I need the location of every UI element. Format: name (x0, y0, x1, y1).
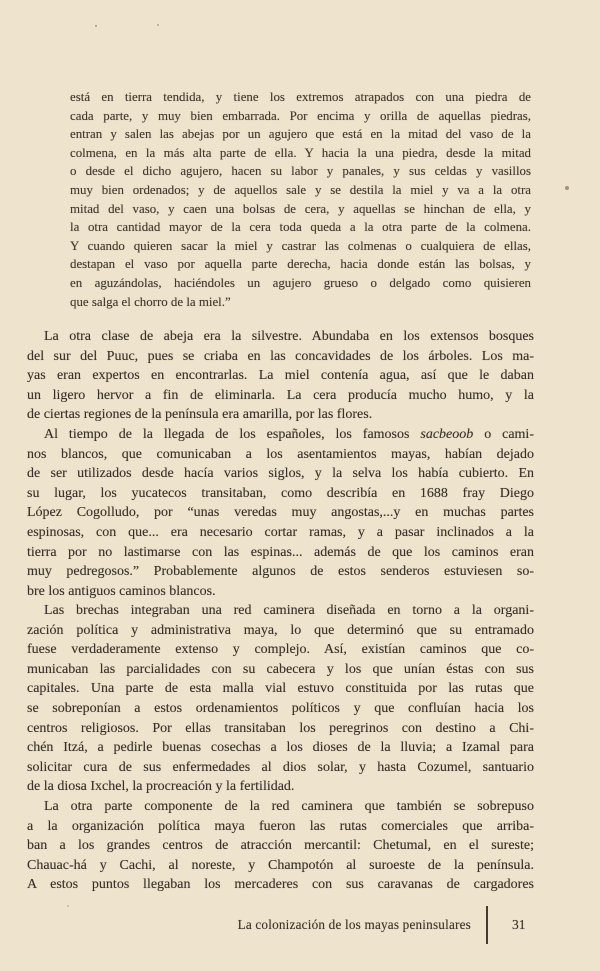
text-line: fuese verdaderamente extenso y complejo. Así, existían caminos que co- (27, 642, 534, 658)
running-title: La colonización de los mayas peninsulares (237, 917, 471, 932)
text-line: Las brechas integraban una red caminera diseñada en torno a la organi- (44, 603, 534, 618)
quoted-passage (70, 88, 531, 311)
text-line: espinosas, con que... era necesario cortar ramas, y a pasar inclinados a la (27, 524, 534, 540)
text-line: a la organización política maya fueron las rutas comerciales que arriba- (27, 818, 534, 834)
text-line: de la diosa Ixchel, la procreación y la fertilidad. (27, 779, 295, 795)
text-line: La otra parte componente de la red caminera que también se sobrepuso (44, 799, 534, 814)
text-line: municaban las parcialidades con su cabecera y los que unían éstas con sus (27, 661, 534, 677)
text-line: capitales. Una parte de esta malla vial estuvo constituida por las rutas que (27, 681, 534, 697)
text-line: Al tiempo de la llegada de los españoles, los famosos sacbeoob o cami- (44, 427, 534, 442)
text-line: chén Itzá, a pedirle buenas cosechas a los dioses de la lluvia; a Izamal para (27, 740, 534, 756)
page-number: 31 (512, 917, 526, 932)
text-line: tierra por no lastimarse con las espinas... además de que los caminos eran (27, 544, 534, 560)
text-line: su lugar, los yucatecos transitaban, como describía en 1688 fray Diego (27, 485, 534, 501)
paragraph-bees-wild (27, 327, 534, 425)
text-line: entran y salen las abejas por un agujero que está en la mitad del vaso de la (70, 127, 531, 142)
text-line: colmena, en la más alta parte de ella. Y hacia la una piedra, desde la mitad (70, 145, 531, 160)
text-line: Chauac-há y Cachi, al noreste, y Champotón al suroeste de la península. (27, 857, 534, 873)
text-line: Y cuando quieren sacar la miel y castrar las colmenas o cualquiera de ellas, (70, 238, 531, 253)
text-line: está en tierra tendida, y tiene los extremos atrapados con una piedra de (70, 90, 531, 104)
text-line: un ligero hervor a fin de eliminarla. La cera producía mucho humo, y la (27, 387, 534, 403)
paper-speck (95, 25, 97, 27)
text-line: muy pedregosos.” Probablemente algunos de estos senderos estuviesen so- (27, 564, 534, 580)
text-line: o desde el dicho agujero, hacen su labor y panales, y sus celdas y vasillos (70, 164, 531, 179)
text-line: López Cogolludo, por “unas veredas muy angostas,...y en muchas partes (27, 505, 534, 521)
text-line: que salga el chorro de la miel.” (70, 294, 231, 309)
page-footer (0, 906, 542, 944)
paragraph-road-network (27, 601, 534, 797)
paragraph-sacbeoob-roads (27, 425, 534, 601)
text-line: zación política y administrativa maya, lo que determinó que su entramado (27, 622, 534, 638)
text-line: A estos puntos llegaban los mercaderes con sus caravanas de cargadores (27, 877, 534, 893)
text-line: en aguzándolas, haciéndoles un agujero grueso o delgado como quisieren (70, 275, 531, 290)
text-line: La otra clase de abeja era la silvestre. Abundaba en los extensos bosques (44, 329, 534, 344)
text-line: destapan el vaso por aquella parte derecha, hacia donde están las bolsas, y (70, 257, 531, 272)
text-line: cada parte, y muy bien embarrada. Por encima y orilla de aquellas piedras, (70, 108, 531, 123)
text-line: mitad del vaso, y caen una bolsas de cera, y aquellas se hinchan de ella, y (70, 201, 531, 216)
text-line: se sobreponían a estos ordenamientos políticos y que confluían hacia los (27, 700, 534, 716)
text-line: solicitar cura de sus enfermedades al dios solar, y hasta Cozumel, santuario (27, 759, 534, 775)
text-line: del sur del Puuc, pues se criaba en las concavidades de los árboles. Los ma- (27, 348, 534, 364)
footer-divider (486, 906, 488, 944)
text-line: de ser utilizados desde hacía varios siglos, y la selva los había cubierto. En (27, 466, 534, 482)
text-line: centros religiosos. Por ellas transitaban los peregrinos con destino a Chi- (27, 720, 534, 736)
text-line: bre los antiguos caminos blancos. (27, 583, 216, 599)
text-line: muy bien ordenados; y de aquellos sale y se destila la miel y va a la otra (70, 182, 531, 197)
text-line: de ciertas regiones de la península era amarilla, por las flores. (27, 407, 373, 423)
text-line: yas eran expertos en encontrarlas. La miel contenía agua, así que le daban (27, 368, 534, 384)
text-line: ban a los grandes centros de atracción mercantil: Chetumal, en el sureste; (27, 838, 534, 854)
text-line: nos blancos, que comunicaban a los asentamientos mayas, habían dejado (27, 446, 534, 462)
text-line: la otra cantidad mayor de la cera toda queda a la otra parte de la colmena. (70, 220, 531, 235)
paragraph-trade-routes (27, 797, 534, 895)
